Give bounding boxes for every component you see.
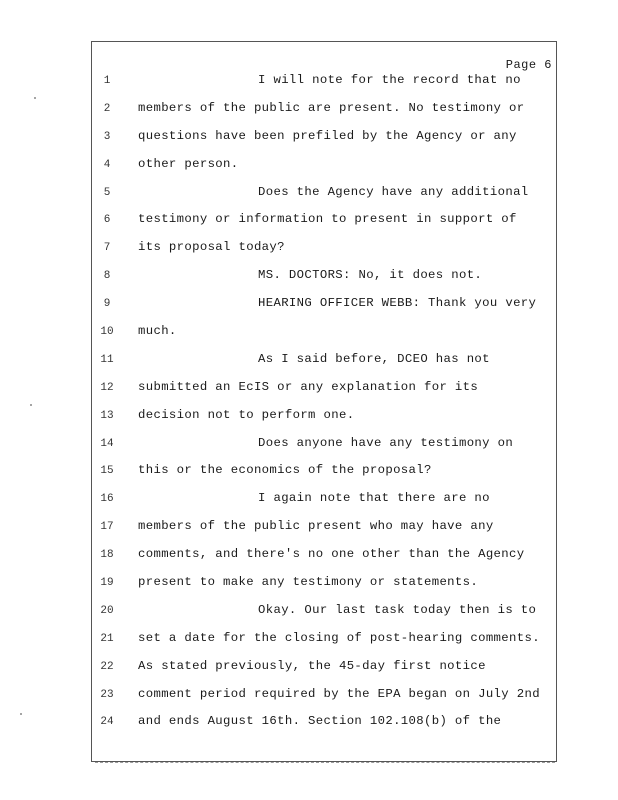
line-text: As stated previously, the 45-day first notice [138,658,486,673]
line-number: 8 [103,270,111,283]
line-number: 17 [100,521,114,534]
line-number: 18 [100,549,114,562]
transcript-line [0,378,618,406]
line-text: decision not to perform one. [138,407,355,422]
line-text: Does the Agency have any additional [258,184,529,199]
line-text: present to make any testimony or statements. [138,575,479,590]
line-number: 5 [103,186,111,199]
transcript-line [0,573,618,601]
transcript-line [0,294,618,322]
transcript-line [0,434,618,462]
line-number: 2 [103,102,111,115]
transcript-line [0,685,618,713]
transcript-line [0,238,618,266]
line-text: and ends August 16th. Section 102.108(b) of the [138,714,502,729]
line-number: 23 [100,688,114,701]
line-number: 21 [100,632,114,645]
line-text: I again note that there are no [258,491,490,506]
transcript-line [0,629,618,657]
scan-speck [30,404,32,406]
transcript-lines [0,71,618,740]
transcript-line [0,99,618,127]
page-number-label: Page 6 [505,58,552,72]
line-number: 14 [100,437,114,450]
line-number: 24 [100,716,114,729]
transcript-line [0,155,618,183]
scan-speck [20,713,22,715]
line-number: 3 [103,130,111,143]
line-number: 10 [100,326,114,339]
line-number: 16 [100,493,114,506]
line-text: other person. [138,156,239,171]
line-text: comment period required by the EPA began on July 2nd [138,686,540,701]
line-text: I will note for the record that no [258,73,521,87]
line-number: 11 [100,353,114,366]
transcript-line [0,406,618,434]
transcript-line [0,461,618,489]
line-number: 12 [100,381,114,394]
line-number: 6 [103,214,111,227]
line-number: 4 [103,158,111,171]
line-number: 7 [103,242,111,255]
line-number: 15 [100,465,114,478]
line-number: 9 [103,298,111,311]
line-text: set a date for the closing of post-hearing comments. [138,630,540,645]
line-text: Okay. Our last task today then is to [258,602,537,617]
transcript-line [0,517,618,545]
line-number: 1 [103,75,111,87]
transcript-line [0,210,618,238]
line-text: MS. DOCTORS: No, it does not. [258,268,483,283]
transcript-line [0,127,618,155]
line-text: comments, and there's no one other than the Agency [138,547,525,562]
transcript-line [0,350,618,378]
line-number: 22 [100,660,114,673]
line-number: 20 [100,604,114,617]
transcript-line [0,71,618,99]
transcript-line [0,183,618,211]
transcript-line [0,601,618,629]
transcript-line [0,489,618,517]
transcript-line [0,712,618,740]
scan-speck [34,97,36,99]
line-text: HEARING OFFICER WEBB: Thank you very [258,296,537,311]
line-number: 13 [100,409,114,422]
line-text: submitted an EcIS or any explanation for its [138,379,479,394]
transcript-line [0,657,618,685]
line-text: its proposal today? [138,240,285,255]
transcript-line [0,322,618,350]
line-number: 19 [100,577,114,590]
scan-artifact-line [95,762,555,769]
transcript-line [0,266,618,294]
line-text: this or the economics of the proposal? [138,463,432,478]
line-text: members of the public are present. No testimony or [138,100,525,115]
line-text: Does anyone have any testimony on [258,435,514,450]
transcript-line [0,545,618,573]
line-text: testimony or information to present in support of [138,212,517,227]
line-text: questions have been prefiled by the Agency or any [138,128,517,143]
line-text: As I said before, DCEO has not [258,351,490,366]
line-text: members of the public present who may have any [138,519,494,534]
line-text: much. [138,324,177,339]
